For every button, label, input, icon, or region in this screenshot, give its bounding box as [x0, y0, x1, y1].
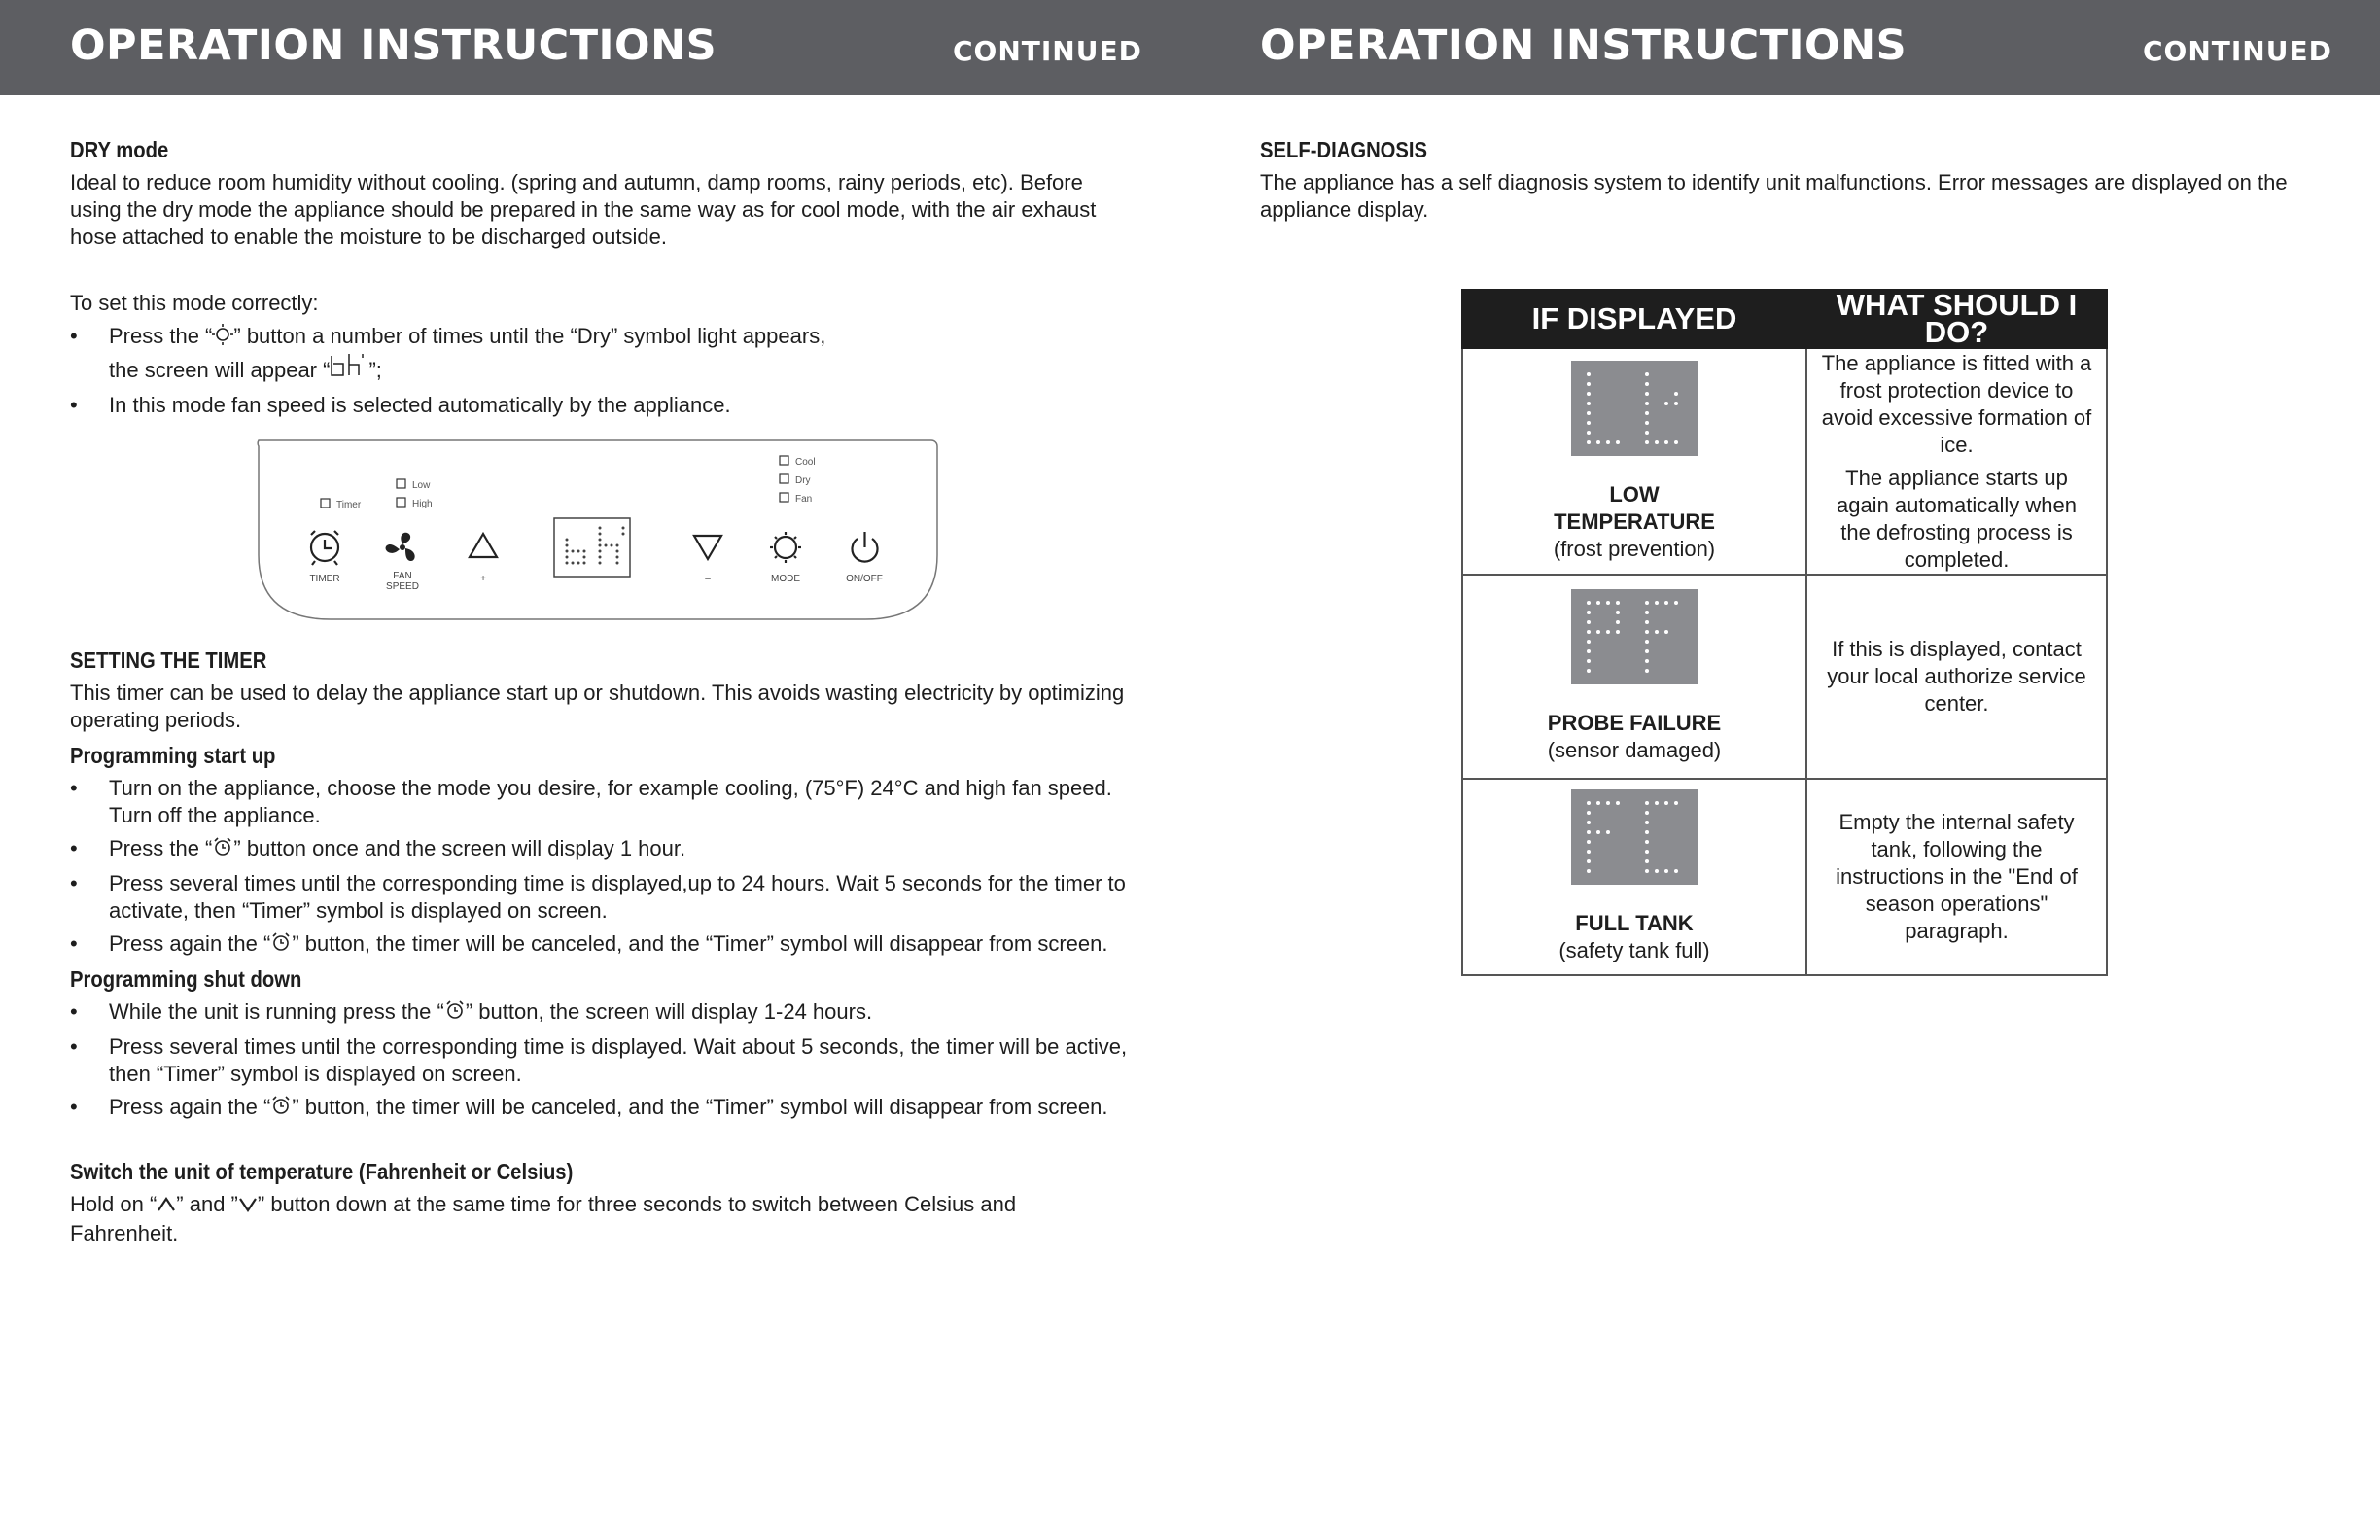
alarm-clock-icon [270, 931, 292, 960]
condition-title: LOW [1609, 481, 1660, 507]
action-cell [1806, 575, 2107, 779]
error-display-ll [1571, 361, 1698, 456]
units-heading: Switch the unit of temperature (Fahrenheit or Celsius) [70, 1159, 574, 1184]
list-item: • Press the “ ” button once and the screen will display 1 hour. [70, 835, 1130, 864]
table-row [1462, 348, 2107, 575]
timer-heading: SETTING THE TIMER [70, 648, 267, 673]
error-display-pf [1571, 589, 1698, 684]
mode-sun-icon [212, 324, 233, 352]
list-item: • Press several times until the corresponding time is displayed,up to 24 hours. Wait 5 seconds for the timer to activate, then “Timer” symbol is displayed on screen. [70, 870, 1130, 925]
left-column [70, 136, 1130, 1247]
self-diagnosis-intro: The appliance has a self diagnosis system to identify unit malfunctions. Error messages are displayed on the appliance display. [1260, 170, 2288, 222]
mode-button-label: MODE [771, 574, 800, 584]
list-item: • Press again the “ ” button, the timer will be canceled, and the “Timer” symbol will disappear from screen. [70, 930, 1130, 960]
dry-mode-steps [70, 323, 1130, 419]
condition-title: FULL TANK [1575, 911, 1694, 935]
condition-title: TEMPERATURE [1554, 508, 1715, 534]
list-item: • Press the “ ” button a number of times until the “Dry” symbol light appears, the screen will appear “ ”; [70, 323, 1130, 386]
condition-title: PROBE FAILURE [1547, 711, 1722, 735]
cool-label: Cool [795, 457, 816, 468]
condition-note: (sensor damaged) [1547, 738, 1722, 762]
action-text: The appliance starts up again automatically when the defrosting process is completed. [1836, 465, 2078, 572]
condition-cell [1462, 348, 1806, 575]
col-if-displayed: IF DISPLAYED [1462, 290, 1806, 348]
shutdown-steps [70, 998, 1130, 1123]
col-what-to-do: WHAT SHOULD I DO? [1806, 290, 2107, 348]
panel-display [554, 518, 630, 577]
alarm-clock-icon [444, 999, 466, 1028]
action-text: The appliance is fitted with a frost protection device to avoid excessive formation of ice. [1821, 350, 2092, 457]
list-item: • Turn on the appliance, choose the mode you desire, for example cooling, (75°F) 24°C and high fan speed. Turn off the appliance. [70, 775, 1130, 829]
dry-mode-set-label: To set this mode correctly: [70, 291, 319, 315]
condition-note: (frost prevention) [1553, 536, 1716, 561]
table-row [1462, 779, 2107, 975]
header-bar-right [1190, 0, 2380, 95]
fan-button-label-1: FAN [393, 571, 412, 581]
condition-cell [1462, 779, 1806, 975]
dry-display-icon [330, 352, 368, 386]
fan-button-label-2: SPEED [386, 581, 419, 592]
timer-button-label: TIMER [309, 574, 340, 584]
units-text: Hold on “ ” and ” ” button down at the same time for three seconds to switch between Celsius and Fahrenheit. [70, 1192, 1017, 1245]
list-item: • In this mode fan speed is selected automatically by the appliance. [70, 392, 1130, 419]
list-item: • Press several times until the corresponding time is displayed. Wait about 5 seconds, the timer will be active, then “Timer” symbol is displayed on screen. [70, 1033, 1130, 1088]
error-code-table [1461, 289, 2108, 976]
error-display-fl [1571, 789, 1698, 885]
right-column [1260, 136, 2320, 224]
control-panel-illustration [253, 438, 943, 623]
dry-mode-heading: DRY mode [70, 137, 169, 162]
action-text: If this is displayed, contact your local authorize service center. [1827, 637, 2086, 716]
alarm-clock-icon [270, 1095, 292, 1123]
dry-mode-intro: Ideal to reduce room humidity without cooling. (spring and autumn, damp rooms, rainy periods, etc). Before using the dry mode the appliance should be prepared in the same way as for cool mode, with the air exhaust hose attached to enable the moisture to be discharged outside. [70, 170, 1097, 249]
minus-button-label: – [705, 574, 711, 584]
page-title-left: OPERATION INSTRUCTIONS [70, 21, 718, 70]
plus-button-label: + [480, 574, 486, 584]
shutdown-heading: Programming shut down [70, 966, 302, 992]
list-item: • While the unit is running press the “ ” button, the screen will display 1-24 hours. [70, 998, 1130, 1028]
self-diagnosis-heading: SELF-DIAGNOSIS [1260, 137, 1428, 162]
fan-label: Fan [795, 494, 813, 505]
header-bar-left [0, 0, 1190, 95]
alarm-clock-icon [212, 836, 233, 864]
startup-heading: Programming start up [70, 743, 276, 768]
table-row [1462, 575, 2107, 779]
condition-cell [1462, 575, 1806, 779]
down-arrow-icon [238, 1193, 258, 1220]
timer-label: Timer [336, 500, 362, 510]
high-label: High [412, 499, 433, 509]
action-cell [1806, 348, 2107, 575]
timer-intro: This timer can be used to delay the appliance start up or shutdown. This avoids wasting electricity by optimizing operating periods. [70, 681, 1125, 732]
startup-steps [70, 775, 1130, 960]
low-label: Low [412, 480, 431, 491]
continued-label-right: CONTINUED [2143, 35, 2332, 67]
list-item: • Press again the “ ” button, the timer will be canceled, and the “Timer” symbol will disappear from screen. [70, 1094, 1130, 1123]
condition-note: (safety tank full) [1558, 938, 1710, 962]
up-arrow-icon [157, 1193, 176, 1220]
dry-label: Dry [795, 475, 811, 486]
action-text: Empty the internal safety tank, following the instructions in the "End of season operations" paragraph. [1836, 810, 2078, 943]
action-cell [1806, 779, 2107, 975]
continued-label-left: CONTINUED [953, 35, 1142, 67]
onoff-button-label: ON/OFF [846, 574, 883, 584]
table-header-row [1462, 290, 2107, 348]
page-title-right: OPERATION INSTRUCTIONS [1260, 21, 1908, 70]
